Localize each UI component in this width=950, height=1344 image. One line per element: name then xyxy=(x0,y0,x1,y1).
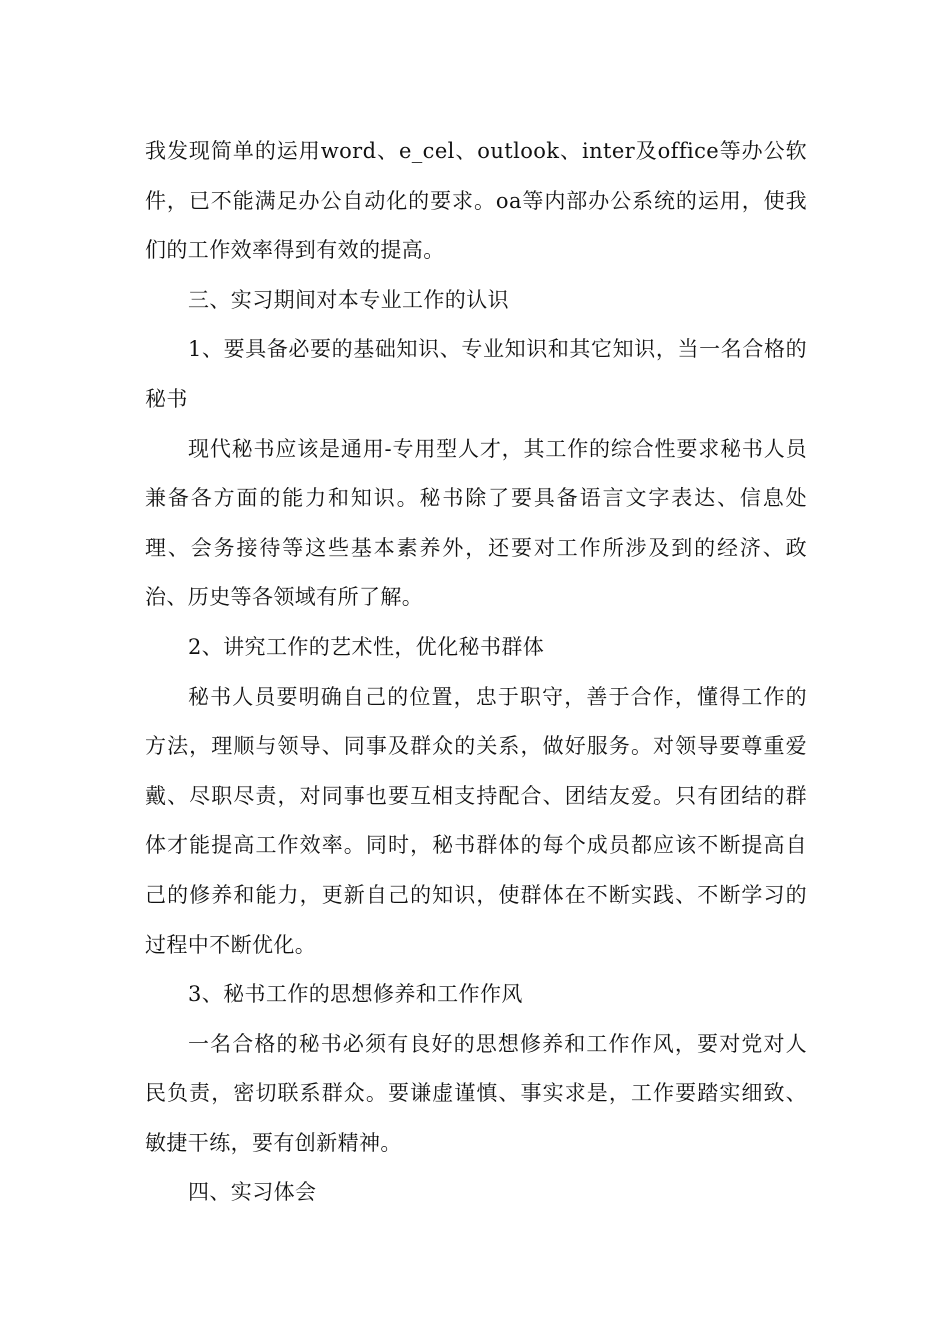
paragraph-office-software: 我发现简单的运用word、e_cel、outlook、inter及office等办公软件，已不能满足办公自动化的要求。oa等内部办公系统的运用，使我们的工作效率得到有效的提高。 xyxy=(145,139,807,263)
subheading-work-artistry: 2、讲究工作的艺术性，优化秘书群体 xyxy=(188,634,545,659)
section-heading-internship-understanding: 三、实习期间对本专业工作的认识 xyxy=(188,287,509,312)
section-heading-internship-experience: 四、实习体会 xyxy=(188,1180,317,1205)
paragraph-modern-secretary: 现代秘书应该是通用-专用型人才，其工作的综合性要求秘书人员兼备各方面的能力和知识。秘书除了要具备语言文字表达、信息处理、会务接待等这些基本素养外，还要对工作所涉及到的经济、政治、历史等各领域有所了解。 xyxy=(145,436,807,610)
subheading-ideological-cultivation: 3、秘书工作的思想修养和工作作风 xyxy=(188,982,523,1007)
document-body xyxy=(145,127,807,1218)
paragraph-team-cooperation: 秘书人员要明确自己的位置，忠于职守，善于合作，懂得工作的方法，理顺与领导、同事及群众的关系，做好服务。对领导要尊重爱戴、尽职尽责，对同事也要互相支持配合、团结友爱。只有团结的群体才能提高工作效率。同时，秘书群体的每个成员都应该不断提高自己的修养和能力，更新自己的知识，使群体在不断实践、不断学习的过程中不断优化。 xyxy=(145,684,807,957)
subheading-knowledge-requirements: 1、要具备必要的基础知识、专业知识和其它知识，当一名合格的秘书 xyxy=(145,337,807,411)
paragraph-qualified-secretary: 一名合格的秘书必须有良好的思想修养和工作作风，要对党对人民负责，密切联系群众。要谦虚谨慎、事实求是，工作要踏实细致、敏捷干练，要有创新精神。 xyxy=(145,1031,807,1155)
